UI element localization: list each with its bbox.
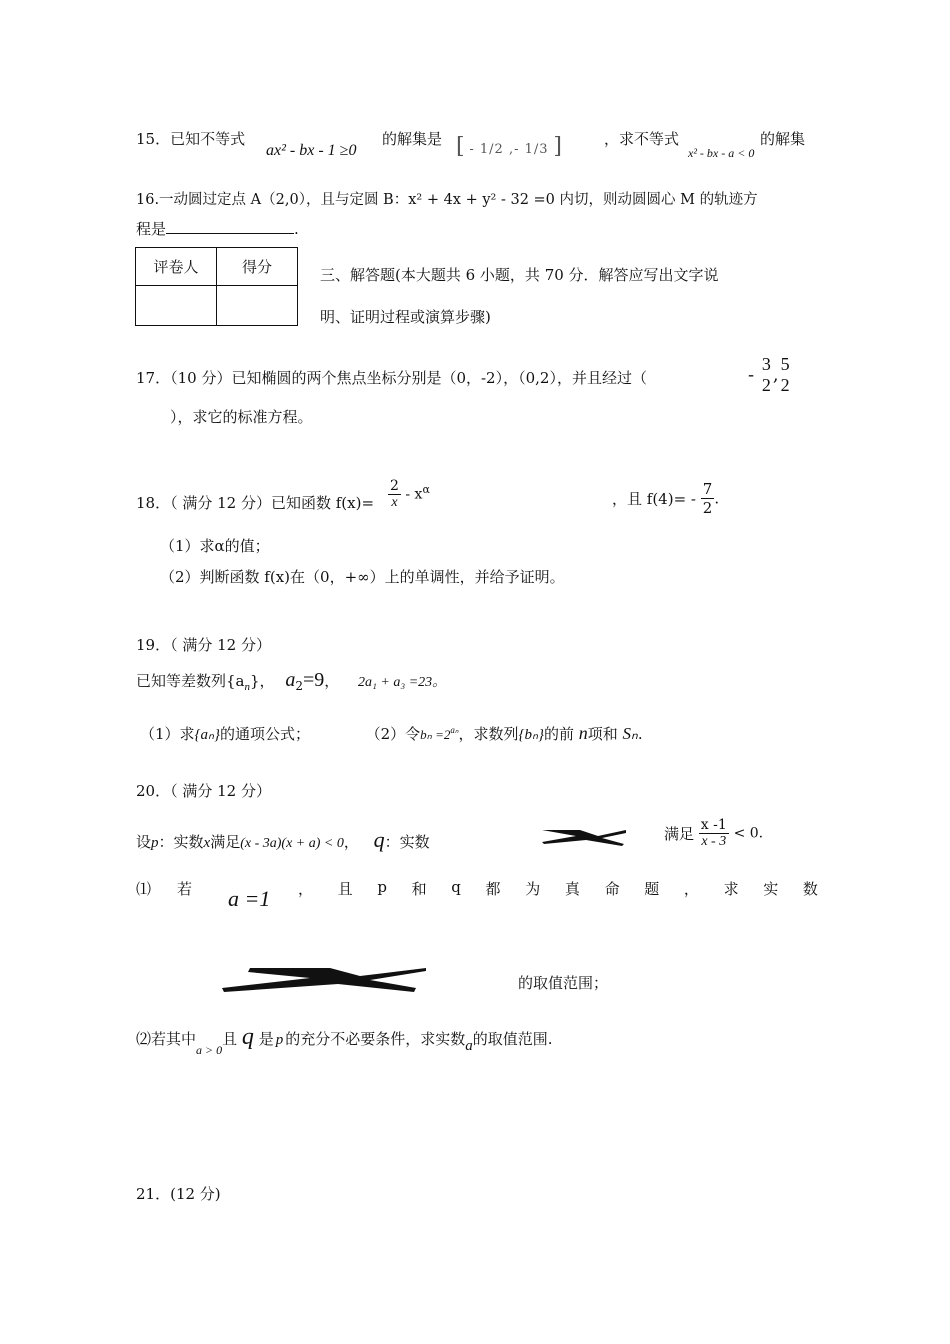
q15-inequality2: x² - bx - a < 0 xyxy=(688,146,755,160)
q15-text: 已知不等式 xyxy=(170,130,246,148)
q20-part1-text: ， 且 p 和 q 都 为 真 命 题 ， 求 实 数 xyxy=(298,878,818,898)
q20-part1-start: ⑴ 若 xyxy=(136,880,193,898)
score-cell xyxy=(217,286,298,326)
q17-line1: 17．（10 分）已知椭圆的两个焦点坐标分别是（0，-2），（0,2），并且经过（ xyxy=(136,369,647,387)
score-header: 得分 xyxy=(217,248,298,286)
q15-text4: 的解集 xyxy=(760,130,806,148)
q15-text2: 的解集是 xyxy=(382,130,443,148)
q16-line1: 16.一动圆过定点 A（2,0），且与定圆 B：x² + 4x + y² - 32 =0 内切，则动圆圆心 M 的轨迹方 xyxy=(136,192,758,208)
q20-range1: 的取值范围； xyxy=(518,974,609,992)
q18-part1: （1）求α的值； xyxy=(160,537,270,555)
x-variable-image-large xyxy=(220,966,430,994)
q20-head: 20．（ 满分 12 分） xyxy=(136,782,271,800)
x-variable-image xyxy=(540,826,628,848)
q15-inequality: ax² - bx - 1 ≥0 xyxy=(266,142,357,159)
grader-header: 评卷人 xyxy=(136,248,217,286)
section-heading-cont: 明、证明过程或演算步骤) xyxy=(320,308,491,326)
q20-a-equals-1: a =1 xyxy=(228,886,271,911)
q16-line2: 程是 . xyxy=(136,220,299,238)
q15-number: 15． xyxy=(136,130,171,148)
q17-line2: ），求它的标准方程。 xyxy=(170,408,313,426)
q18-head: 18．（ 满分 12 分）已知函数 f(x)= xyxy=(136,494,375,512)
q20-line1: 设p：实数x满足(x - 3a)(x + a) < 0， q：实数 xyxy=(136,827,430,852)
q20-part2: ⑵若其中$_{a > 0}$且 q 是 p 的充分不必要条件，求实数a的取值范围. xyxy=(136,1024,553,1057)
section-heading: 三、解答题(本大题共 6 小题，共 70 分．解答应写出文字说 xyxy=(320,266,719,284)
q15-line xyxy=(136,128,245,149)
answer-blank xyxy=(166,219,294,234)
q20-line1-b: 满足 $\frac{x -1}{x - 3}$ < 0. xyxy=(664,817,764,849)
score-table xyxy=(135,247,298,326)
q18-condition: ，且 f(4)= - $\frac{7}{2}$ . xyxy=(612,480,720,517)
q21-head: 21．(12 分) xyxy=(136,1185,221,1203)
grader-cell xyxy=(136,286,217,326)
q15-interval: [ - 1/2 ,- 1/3 ] xyxy=(456,134,562,159)
q19-line1: 已知等差数列$\{a_n\}$， $a_2=9$， 2a₁ + a₃ =23。 xyxy=(136,669,447,693)
q15-text3: ，求不等式 xyxy=(604,130,680,148)
q17-point: - 3 2 , 5 2 xyxy=(748,354,790,395)
q18-part2: （2）判断函数 f(x)在（0，+∞）上的单调性，并给予证明。 xyxy=(160,568,565,586)
q19-parts: （1）求{aₙ}的通项公式； （2）令$b_n =2^{a_n}$，求数列{bₙ}的前 n项和 Sₙ. xyxy=(140,723,643,743)
q19-head: 19．（ 满分 12 分） xyxy=(136,636,271,654)
q18-function: $\frac{2}{x}$ - $x^\alpha$ xyxy=(390,478,430,510)
